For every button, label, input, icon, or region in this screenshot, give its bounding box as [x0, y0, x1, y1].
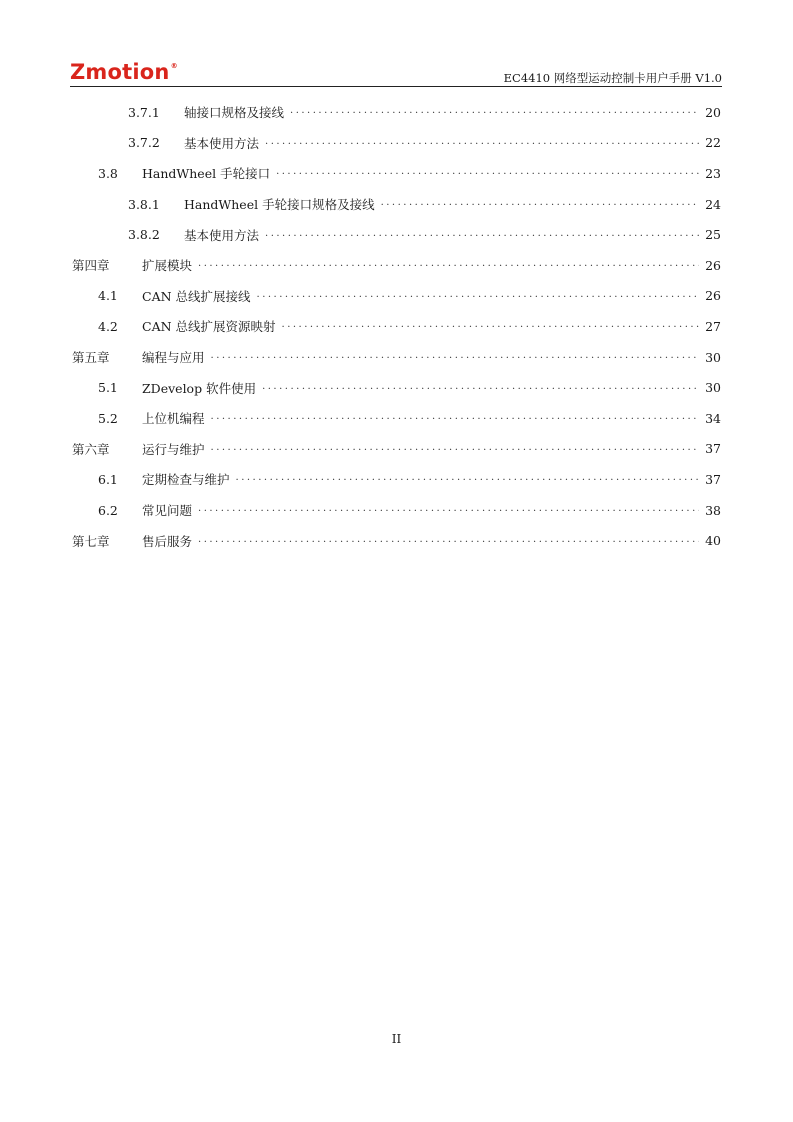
- toc-entry-number-cell: [72, 440, 142, 458]
- toc-dot-leader: [211, 412, 699, 422]
- toc-entry-number: 第七章: [72, 533, 110, 549]
- toc-dot-leader: [381, 198, 699, 208]
- toc-entry-number-cell: [72, 319, 142, 334]
- toc-entry-number: 5.1: [98, 380, 118, 396]
- toc-entry-number-cell: [72, 348, 142, 366]
- toc-dot-leader: [198, 504, 699, 514]
- logo-text: Zmotion: [70, 60, 170, 84]
- toc-entry[interactable]: [72, 281, 721, 312]
- registered-mark: ®: [170, 62, 178, 70]
- toc-entry-page: 26: [705, 288, 721, 304]
- toc-entry-title: 定期检查与维护: [142, 472, 230, 488]
- toc-entry-number: 4.1: [98, 288, 118, 304]
- toc-entry-number-cell: [72, 472, 142, 487]
- toc-entry-title: HandWheel 手轮接口规格及接线: [184, 197, 375, 213]
- toc-dot-leader: [257, 290, 699, 300]
- toc-entry-title: 售后服务: [142, 533, 193, 549]
- toc-entry-number: 3.7.1: [128, 104, 160, 120]
- toc-entry-title: CAN 总线扩展接线: [142, 288, 251, 304]
- toc-entry-page: 27: [705, 318, 721, 334]
- toc-entry-number: 第四章: [72, 258, 110, 274]
- toc-dot-leader: [211, 443, 699, 453]
- toc-entry-page: 20: [705, 104, 721, 120]
- toc-entry-number: 4.2: [98, 318, 118, 334]
- toc-entry[interactable]: [72, 97, 721, 128]
- toc-entry-number-cell: [72, 197, 184, 212]
- toc-entry-page: 22: [705, 135, 721, 151]
- page-number: II: [391, 1032, 402, 1046]
- toc-entry[interactable]: [72, 403, 721, 434]
- header-divider: [70, 86, 722, 87]
- toc-entry-number-cell: [72, 135, 184, 150]
- toc-entry-title: ZDevelop 软件使用: [142, 380, 257, 396]
- toc-entry-number: 3.8.2: [128, 227, 160, 243]
- toc-entry-page: 25: [705, 227, 721, 243]
- toc-entry-page: 40: [705, 533, 721, 549]
- toc-dot-leader: [265, 137, 699, 147]
- toc-dot-leader: [276, 167, 699, 177]
- toc-entry-title: 编程与应用: [142, 350, 205, 366]
- toc-entry[interactable]: [72, 372, 721, 403]
- toc-entry-title: 基本使用方法: [184, 135, 260, 151]
- toc-dot-leader: [290, 106, 699, 116]
- toc-entry-page: 24: [705, 196, 721, 212]
- toc-entry-title: 扩展模块: [142, 258, 193, 274]
- toc-entry-number-cell: [72, 227, 184, 242]
- toc-entry-title: CAN 总线扩展资源映射: [142, 319, 276, 335]
- toc-entry-number: 3.7.2: [128, 135, 160, 151]
- toc-entry-number: 6.2: [98, 502, 118, 518]
- toc-entry-title: 常见问题: [142, 503, 193, 519]
- toc-entry-number: 3.8: [98, 165, 118, 181]
- toc-dot-leader: [198, 259, 699, 269]
- zmotion-logo: [70, 60, 178, 84]
- toc-entry-number: 3.8.1: [128, 196, 160, 212]
- toc-dot-leader: [211, 351, 699, 361]
- toc-entry[interactable]: [72, 311, 721, 342]
- toc-entry[interactable]: [72, 342, 721, 373]
- toc-entry[interactable]: [72, 434, 721, 465]
- toc-entry-number: 6.1: [98, 471, 118, 487]
- toc-entry-number-cell: [72, 411, 142, 426]
- toc-entry-number-cell: [72, 105, 184, 120]
- toc-entry-page: 37: [705, 441, 721, 457]
- toc-entry-number-cell: [72, 288, 142, 303]
- toc-entry-page: 37: [705, 471, 721, 487]
- toc-entry-number-cell: [72, 256, 142, 274]
- toc-entry[interactable]: [72, 158, 721, 189]
- toc-entry-number: 第六章: [72, 441, 110, 457]
- toc-entry-number-cell: [72, 380, 142, 395]
- toc-entry-number-cell: [72, 532, 142, 550]
- toc-entry-number: 第五章: [72, 350, 110, 366]
- toc-entry-title: HandWheel 手轮接口: [142, 166, 271, 182]
- toc-entry-page: 34: [705, 410, 721, 426]
- toc-entry-page: 26: [705, 257, 721, 273]
- toc-dot-leader: [198, 535, 699, 545]
- toc-entry-title: 基本使用方法: [184, 227, 260, 243]
- toc-entry[interactable]: [72, 219, 721, 250]
- toc-entry[interactable]: [72, 464, 721, 495]
- toc-entry-number-cell: [72, 166, 142, 181]
- toc-dot-leader: [262, 382, 699, 392]
- toc-entry[interactable]: [72, 525, 721, 556]
- toc-entry-title: 上位机编程: [142, 411, 205, 427]
- toc-entry-number-cell: [72, 503, 142, 518]
- document-title: EC4410 网络型运动控制卡用户手册 V1.0: [503, 71, 722, 85]
- toc-entry[interactable]: [72, 189, 721, 220]
- toc-dot-leader: [265, 229, 699, 239]
- toc-entry-title: 运行与维护: [142, 441, 205, 457]
- toc-dot-leader: [236, 473, 699, 483]
- toc-entry-page: 23: [705, 165, 721, 181]
- table-of-contents: [72, 97, 721, 556]
- toc-entry-number: 5.2: [98, 410, 118, 426]
- toc-entry[interactable]: [72, 495, 721, 526]
- toc-dot-leader: [282, 320, 699, 330]
- toc-entry-page: 30: [705, 380, 721, 396]
- toc-entry-page: 30: [705, 349, 721, 365]
- toc-entry[interactable]: [72, 250, 721, 281]
- toc-entry-page: 38: [705, 502, 721, 518]
- toc-entry[interactable]: [72, 128, 721, 159]
- toc-entry-title: 轴接口规格及接线: [184, 105, 285, 121]
